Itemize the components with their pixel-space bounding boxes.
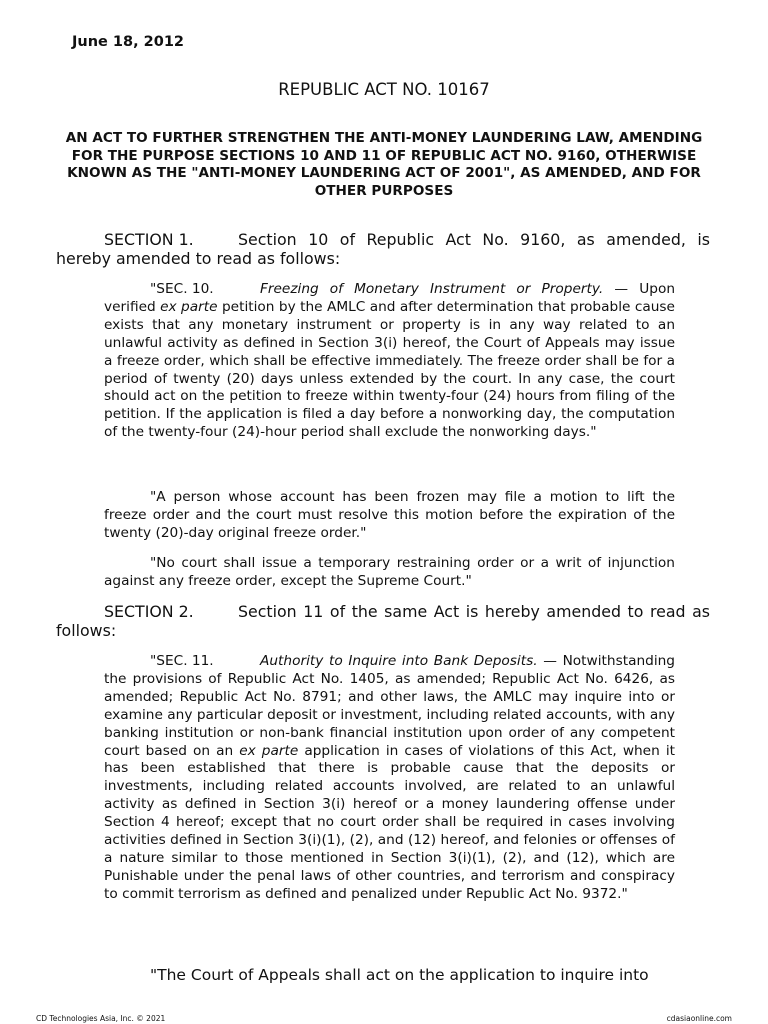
sec-11-text-b: application in cases of violations of this Act, when it has been established that there is probable cause that the deposits or investments, including related accounts involved, are related to an unlawful activity as defined in Section 3(i) hereof or a money laundering offense under Section 4 hereof; except that no court order shall be required in cases involving activities defined in Section 3(i)(1), (2), and (12) hereof, and felonies or offenses of a nature similar to those mentioned in Section 3(i)(1), (2), and (12), which are Punishable under the penal laws of other countries, and terrorism and conspiracy to commit terrorism as defined and penalized under Republic Act No. 9372.": [104, 742, 675, 902]
sec-10-paragraph-2: [104, 489, 675, 543]
sec-10-dash: —: [603, 281, 629, 297]
act-number: REPUBLIC ACT NO. 10167: [278, 80, 490, 99]
footer-copyright: CD Technologies Asia, Inc. © 2021: [36, 1014, 166, 1023]
act-title: AN ACT TO FURTHER STRENGTHEN THE ANTI-MONEY LAUNDERING LAW, AMENDING FOR THE PURPOSE SECTIONS 10 AND 11 OF REPUBLIC ACT NO. 9160, OTHERWISE KNOWN AS THE "ANTI-MONEY LAUNDERING ACT OF 2001", AS AMENDED, AND FOR OTHER PURPOSES: [65, 130, 703, 199]
section-1-label: SECTION 1.: [104, 230, 194, 249]
sec-10-label: "SEC. 10.: [150, 281, 214, 297]
footer-website: cdasiaonline.com: [666, 1014, 732, 1023]
sec-10-paragraph-3: [104, 555, 675, 591]
sec-11-exparte: ex parte: [239, 742, 299, 759]
section-2-heading: [56, 602, 710, 640]
sec-10-para-3-text: "No court shall issue a temporary restraining order or a writ of injunction against any freeze order, except the Supreme Court.": [104, 555, 675, 589]
sec-11-last-line: [104, 966, 675, 985]
document-date: June 18, 2012: [72, 34, 185, 50]
sec-11-heading: Authority to Inquire into Bank Deposits.: [260, 653, 538, 669]
section-1-text: Section 10 of Republic Act No. 9160, as amended, is hereby amended to read as follows:: [56, 230, 710, 268]
sec-11-text-a: Notwithstanding the provisions of Republic Act No. 1405, as amended; Republic Act No. 6426, as amended; Republic Act No. 8791; and other laws, the AMLC may inquire into or examine any particular deposit or investment, including related accounts, with any banking institution or non-bank financial institution upon order of any competent court based on an: [104, 653, 675, 759]
section-2-text: Section 11 of the same Act is hereby amended to read as follows:: [56, 602, 710, 640]
sec-11-dash: —: [537, 653, 557, 669]
section-1-heading: [56, 230, 710, 268]
sec-10-para-2-text: "A person whose account has been frozen may file a motion to lift the freeze order and the court must resolve this motion before the expiration of the twenty (20)-day original freeze order.": [104, 489, 675, 541]
sec-10-text-b: petition by the AMLC and after determination that probable cause exists that any monetary instrument or property is in any way related to an unlawful activity as defined in Section 3(i) hereof, the Court of Appeals may issue a freeze order, which shall be effective immediately. The freeze order shall be for a period of twenty (20) days unless extended by the court. In any case, the court should act on the petition to freeze within twenty-four (24) hours from filing of the petition. If the application is filed a day before a nonworking day, the computation of the twenty-four (24)-hour period shall exclude the nonworking days.": [104, 298, 675, 441]
sec-11-paragraph: [104, 653, 675, 904]
section-2-label: SECTION 2.: [104, 602, 194, 621]
sec-10-heading: Freezing of Monetary Instrument or Property.: [260, 281, 604, 297]
sec-10-text-a: Upon verified: [104, 281, 675, 315]
sec-11-last-line-text: "The Court of Appeals shall act on the application to inquire into: [150, 966, 649, 984]
sec-10-exparte: ex parte: [160, 298, 218, 315]
sec-10-paragraph: [104, 281, 675, 442]
sec-11-label: "SEC. 11.: [150, 653, 214, 669]
